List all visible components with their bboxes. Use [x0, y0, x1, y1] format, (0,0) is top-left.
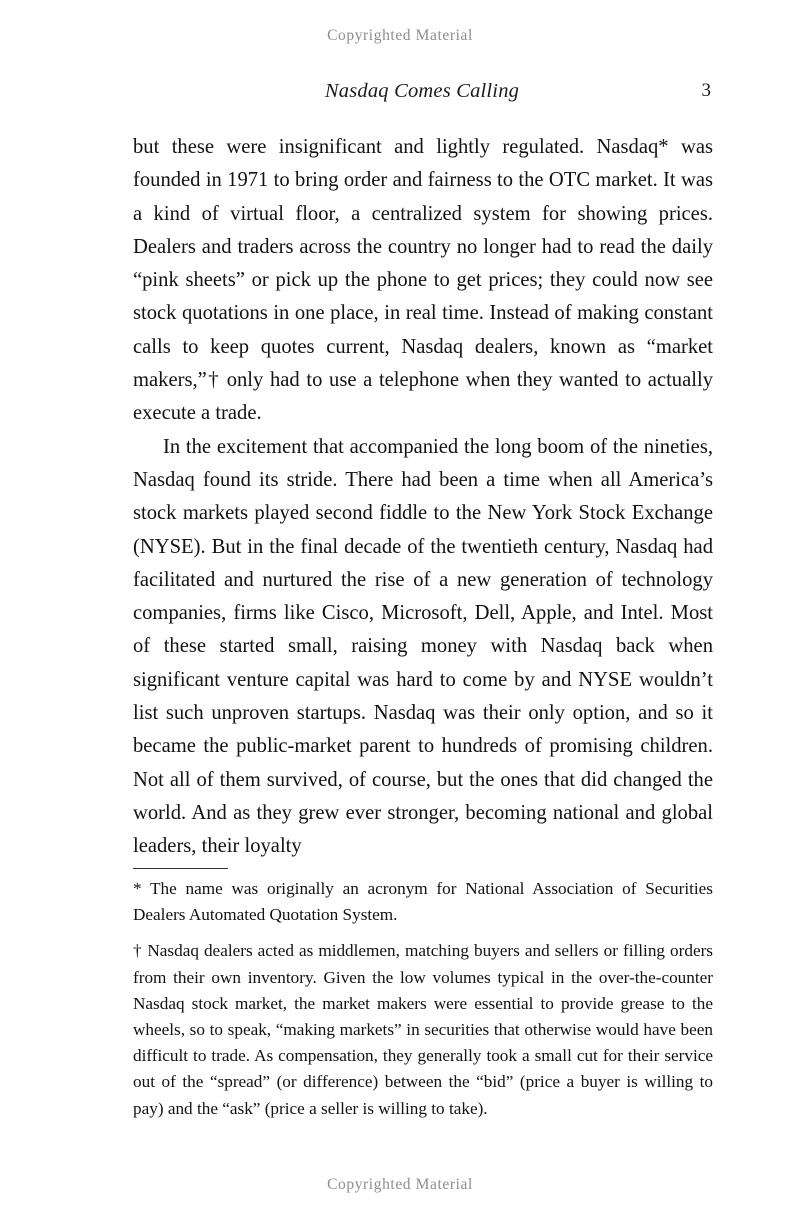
footnote-separator-rule: [133, 868, 228, 869]
watermark-top: Copyrighted Material: [327, 27, 473, 44]
paragraph-2: In the excitement that accompanied the long boom of the nineties, Nasdaq found its stride. There had been a time when all America’s stock markets played second fiddle to the New York Stock Exchange (NYSE). But in the final decade of the twentieth century, Nasdaq had facilitated and nurtured the rise of a new generation of technology companies, firms like Cisco, Microsoft, Dell, Apple, and Intel. Most of these started small, raising money with Nasdaq back when significant venture capital was hard to come by and NYSE wouldn’t list such unproven startups. Nasdaq was their only option, and so it became the public-market parent to hundreds of promising children. Not all of them survived, of course, but the ones that did changed the world. And as they grew ever stronger, becoming national and global leaders, their loyalty: [133, 435, 713, 858]
footnote-1-text: The name was originally an acronym for National Association of Securities Dealers Automated Quotation System.: [133, 879, 713, 925]
footnote-2-text: Nasdaq dealers acted as middlemen, matching buyers and sellers or filling orders from their own inventory. Given the low volumes typical in the over-the-counter Nasdaq stock market, the market makers were essential to provide grease to the wheels, so to speak, “making markets” in securities that otherwise would have been difficult to trade. As compensation, they generally took a small cut for their service out of the “spread” (or difference) between the “bid” (price a buyer is willing to pay) and the “ask” (price a seller is willing to take).: [133, 941, 714, 1118]
body-text: [133, 131, 713, 864]
page-number: 3: [701, 80, 711, 101]
footnote-1-marker: *: [133, 879, 142, 898]
running-title: Nasdaq Comes Calling: [324, 80, 520, 102]
paragraph-1: but these were insignificant and lightly regulated. Nasdaq* was founded in 1971 to bring order and fairness to the OTC market. It was a kind of virtual floor, a centralized system for showing prices. Dealers and traders across the country no longer had to read the daily “pink sheets” or pick up the phone to get prices; they could now see stock quotations in one place, in real time. Instead of making constant calls to keep quotes current, Nasdaq dealers, known as “market makers,”† only had to use a telephone when they wanted to actually execute a trade.: [133, 136, 713, 425]
footnote-2-marker: †: [133, 941, 143, 961]
footnote-1: [133, 876, 713, 928]
watermark-bottom: Copyrighted Material: [327, 1176, 473, 1193]
running-head: [133, 80, 711, 106]
footnote-2: [133, 938, 713, 1121]
footnotes: [133, 876, 713, 1122]
